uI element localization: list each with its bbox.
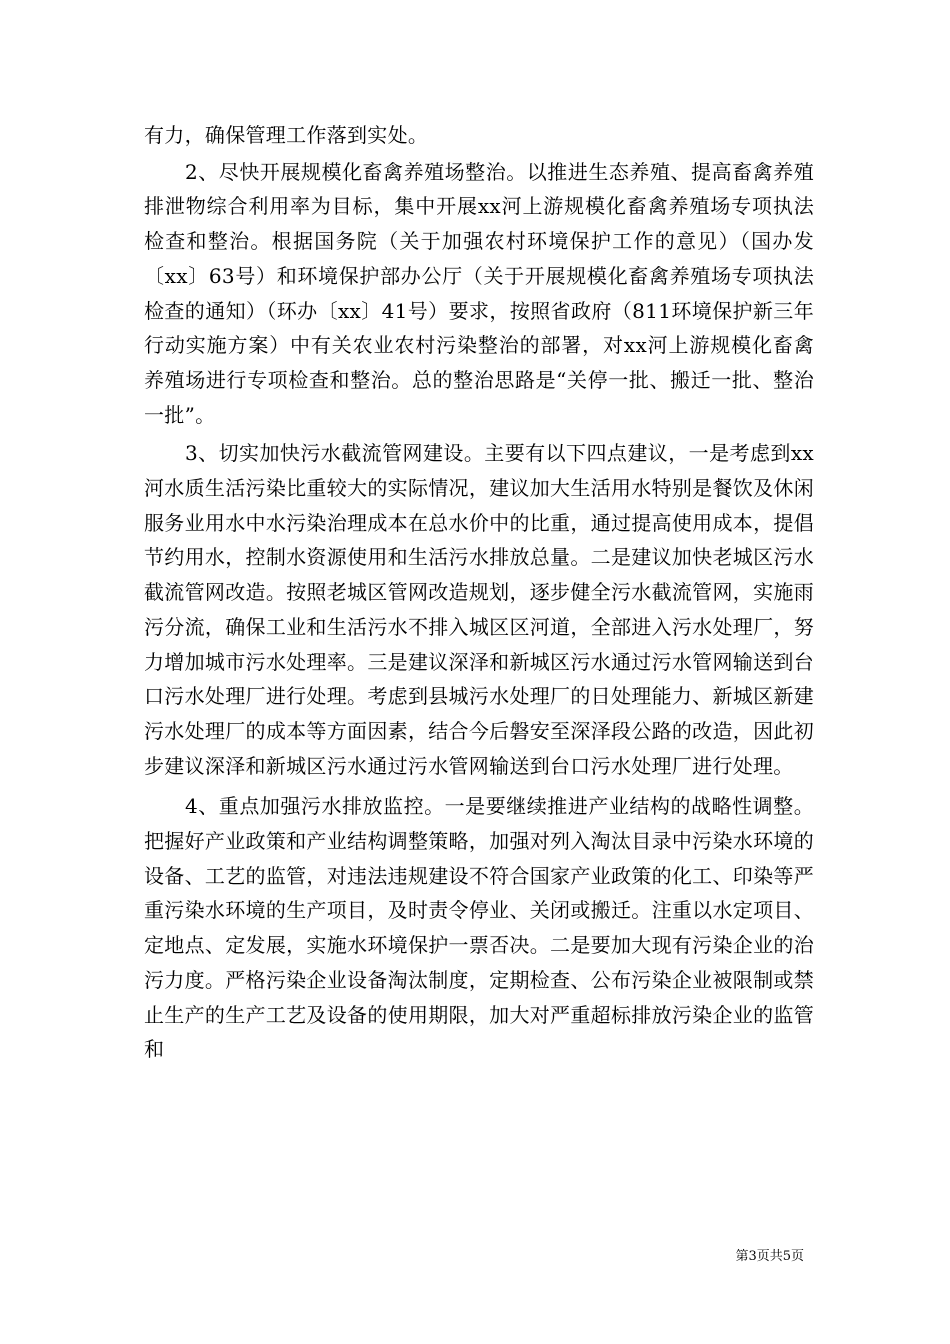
page-number: 第3页共5页 [735,1249,804,1264]
paragraph-item-2: 2、尽快开展规模化畜禽养殖场整治。以推进生态养殖、提高畜禽养殖排泄物综合利用率为目标，集中开展xx河上游规模化畜禽养殖场专项执法检查和整治。根据国务院（关于加强农村环境保护工作的意见）（国办发〔xx〕63号）和环境保护部办公厅（关于开展规模化畜禽养殖场专项执法检查的通知）（环办〔xx〕41号）要求，按照省政府（811环境保护新三年行动实施方案）中有关农业农村污染整治的部署，对xx河上游规模化畜禽养殖场进行专项检查和整治。总的整治思路是“关停一批、搬迁一批、整治一批”。 [144,159,814,427]
paragraph-continuation: 有力，确保管理工作落到实处。 [144,123,429,147]
body-text [144,118,814,1067]
paragraph-item-4: 4、重点加强污水排放监控。一是要继续推进产业结构的战略性调整。把握好产业政策和产业结构调整策略，加强对列入淘汰目录中污染水环境的设备、工艺的监管，对违法违规建设不符合国家产业政策的化工、印染等严重污染水环境的生产项目，及时责令停业、关闭或搬迁。注重以水定项目、定地点、定发展，实施水环境保护一票否决。二是要加大现有污染企业的治污力度。严格污染企业设备淘汰制度，定期检查、公布污染企业被限制或禁止生产的生产工艺及设备的使用期限，加大对严重超标排放污染企业的监管和 [144,794,814,1062]
paragraph-item-3: 3、切实加快污水截流管网建设。主要有以下四点建议，一是考虑到xx河水质生活污染比重较大的实际情况，建议加大生活用水特别是餐饮及休闲服务业用水中水污染治理成本在总水价中的比重，通过提高使用成本，提倡节约用水，控制水资源使用和生活污水排放总量。二是建议加快老城区污水截流管网改造。按照老城区管网改造规划，逐步健全污水截流管网，实施雨污分流，确保工业和生活污水不排入城区区河道，全部进入污水处理厂，努力增加城市污水处理率。三是建议深泽和新城区污水通过污水管网输送到台口污水处理厂进行处理。考虑到县城污水处理厂的日处理能力、新城区新建污水处理厂的成本等方面因素，结合今后磐安至深泽段公路的改造，因此初步建议深泽和新城区污水通过污水管网输送到台口污水处理厂进行处理。 [144,441,814,778]
